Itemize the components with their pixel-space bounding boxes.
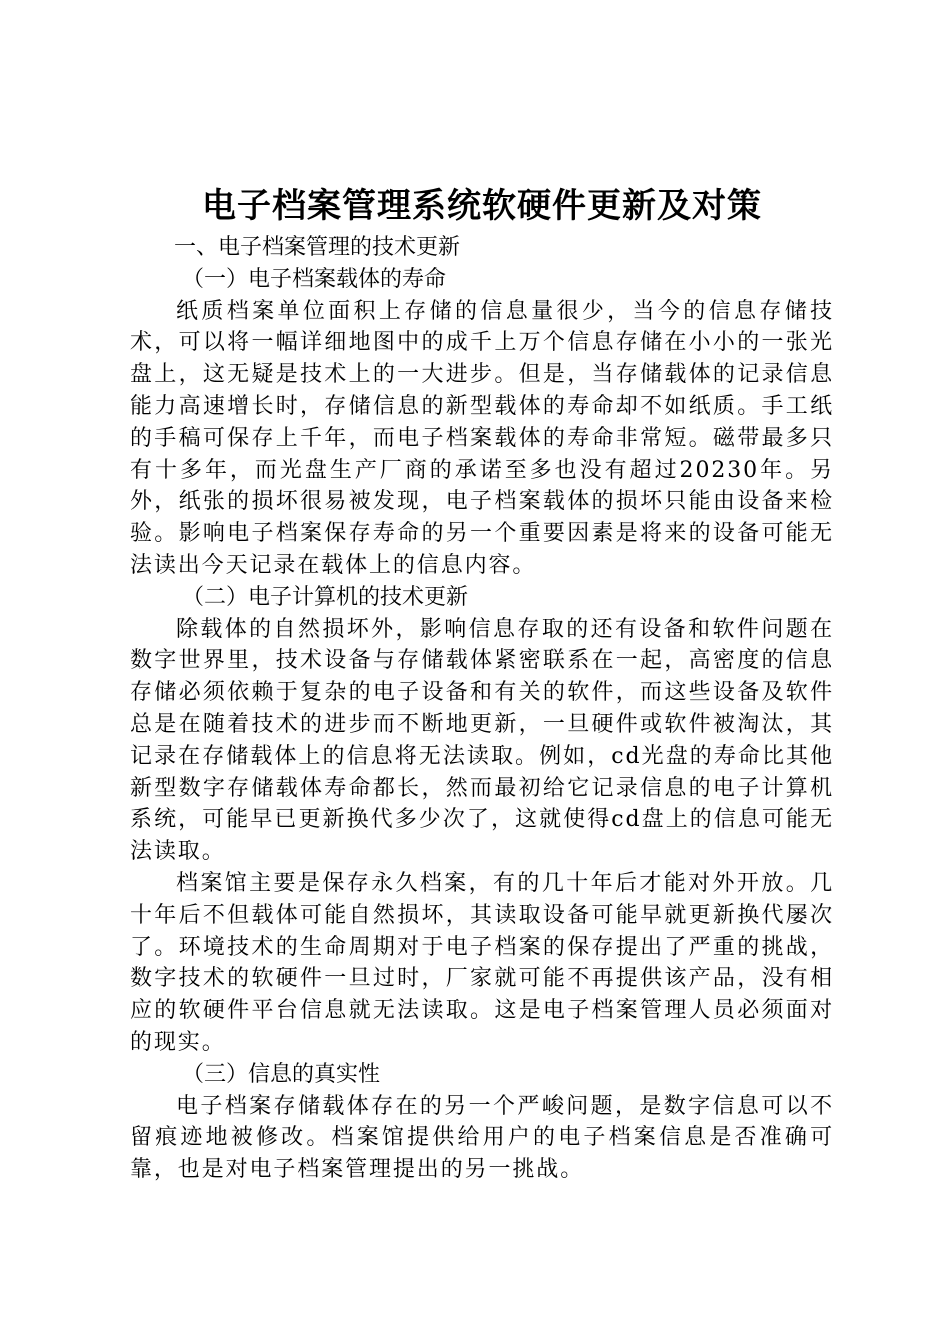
- paragraph-archive-challenge: 档案馆主要是保存永久档案，有的几十年后才能对外开放。几十年后不但载体可能自然损坏，其读取设备可能早就更新换代屡次了。环境技术的生命周期对于电子档案的保存提出了严重的挑战，数字技术的软硬件一旦过时，厂家就可能不再提供该产品，没有相应的软硬件平台信息就无法读取。这是电子档案管理人员必须面对的现实。: [130, 870, 834, 1055]
- paragraph-carrier-lifespan: 纸质档案单位面积上存储的信息量很少，当今的信息存储技术，可以将一幅详细地图中的成千上万个信息存储在小小的一张光盘上，这无疑是技术上的一大进步。但是，当存储载体的记录信息能力高速增长时，存储信息的新型载体的寿命却不如纸质。手工纸的手稿可保存上千年，而电子档案载体的寿命非常短。磁带最多只有十多年，而光盘生产厂商的承诺至多也没有超过20230年。另外，纸张的损坏很易被发现，电子档案载体的损坏只能由设备来检验。影响电子档案保存寿命的另一个重要因素是将来的设备可能无法读出今天记录在载体上的信息内容。: [130, 298, 834, 578]
- subsection-heading-1: （一）电子档案载体的寿命: [182, 266, 447, 292]
- paragraph-authenticity: 电子档案存储载体存在的另一个严峻问题，是数字信息可以不留痕迹地被修改。档案馆提供给用户的电子档案信息是否准确可靠，也是对电子档案管理提出的另一挑战。: [130, 1093, 834, 1183]
- document-page: [130, 180, 834, 1186]
- section-heading-1: 一、电子档案管理的技术更新: [174, 235, 461, 260]
- subsection-heading-2: （二）电子计算机的技术更新: [182, 584, 469, 610]
- subsection-heading-3: （三）信息的真实性: [182, 1061, 381, 1087]
- paragraph-computer-update: 除载体的自然损坏外，影响信息存取的还有设备和软件问题在数字世界里，技术设备与存储载体紧密联系在一起，高密度的信息存储必须依赖于复杂的电子设备和有关的软件，而这些设备及软件总是在随着技术的进步而不断地更新，一旦硬件或软件被淘汰，其记录在存储载体上的信息将无法读取。例如，cd光盘的寿命比其他新型数字存储载体寿命都长，然而最初给它记录信息的电子计算机系统，可能早已更新换代多少次了，这就使得cd盘上的信息可能无法读取。: [130, 616, 834, 865]
- document-title: 电子档案管理系统软硬件更新及对策: [202, 186, 762, 226]
